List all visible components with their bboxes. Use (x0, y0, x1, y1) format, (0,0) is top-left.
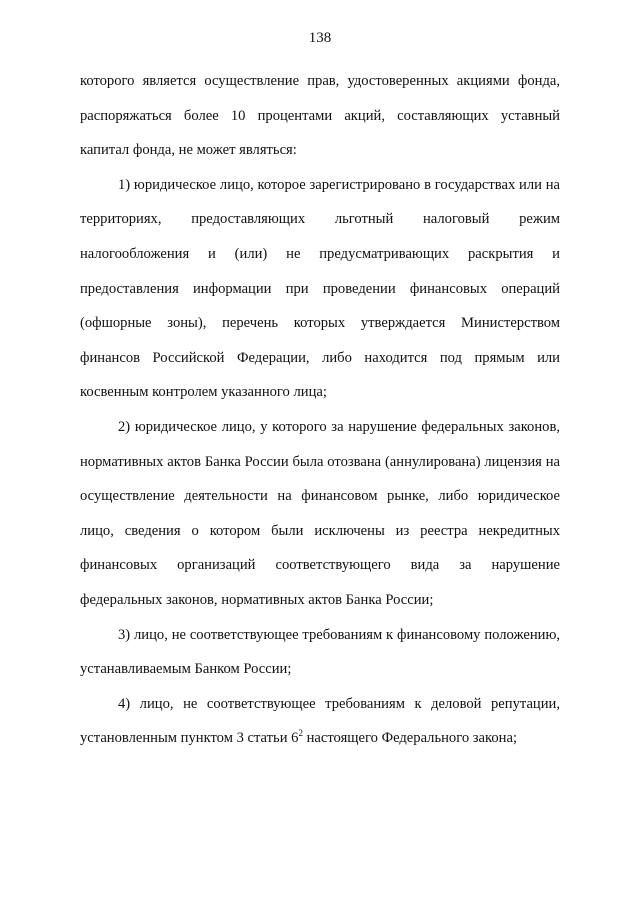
page-number: 138 (308, 30, 332, 46)
paragraph-intro: которого является осуществление прав, удостоверенных акциями фонда, распоряжаться более 10 процентами акций, составляющих уставный капитал фонда, не может являться: (80, 73, 560, 159)
superscript-article-index: 2 (298, 728, 303, 739)
paragraph-item-3: 3) лицо, не соответствующее требованиям к финансовому положению, устанавливаемым Банком России; (80, 626, 560, 678)
paragraph-item-1: 1) юридическое лицо, которое зарегистрировано в государствах или на территориях, предоставляющих льготный налоговый режим налогообложения и (или) не предусматривающих раскрытия и предоставления информации при проведении финансовых операций (офшорные зоны), перечень которых утверждается Министерством финансов Российской Федерации, либо находится под прямым или косвенным контролем указанного лица; (80, 176, 560, 401)
paragraph-item-4-tail: настоящего Федерального закона; (302, 730, 518, 747)
paragraph-item-4-text: 4) лицо, не соответствующее требованиям к деловой репутации, установленным пунктом 3 статьи 6 (80, 695, 560, 747)
document-body (80, 64, 560, 756)
paragraph-item-2: 2) юридическое лицо, у которого за нарушение федеральных законов, нормативных актов Банка России была отозвана (аннулирована) лицензия на осуществление деятельности на финансовом рынке, либо юридическое лицо, сведения о котором были исключены из реестра некредитных финансовых организаций соответствующего вида за нарушение федеральных законов, нормативных актов Банка России; (80, 418, 560, 608)
paragraph-item-4 (80, 687, 560, 756)
